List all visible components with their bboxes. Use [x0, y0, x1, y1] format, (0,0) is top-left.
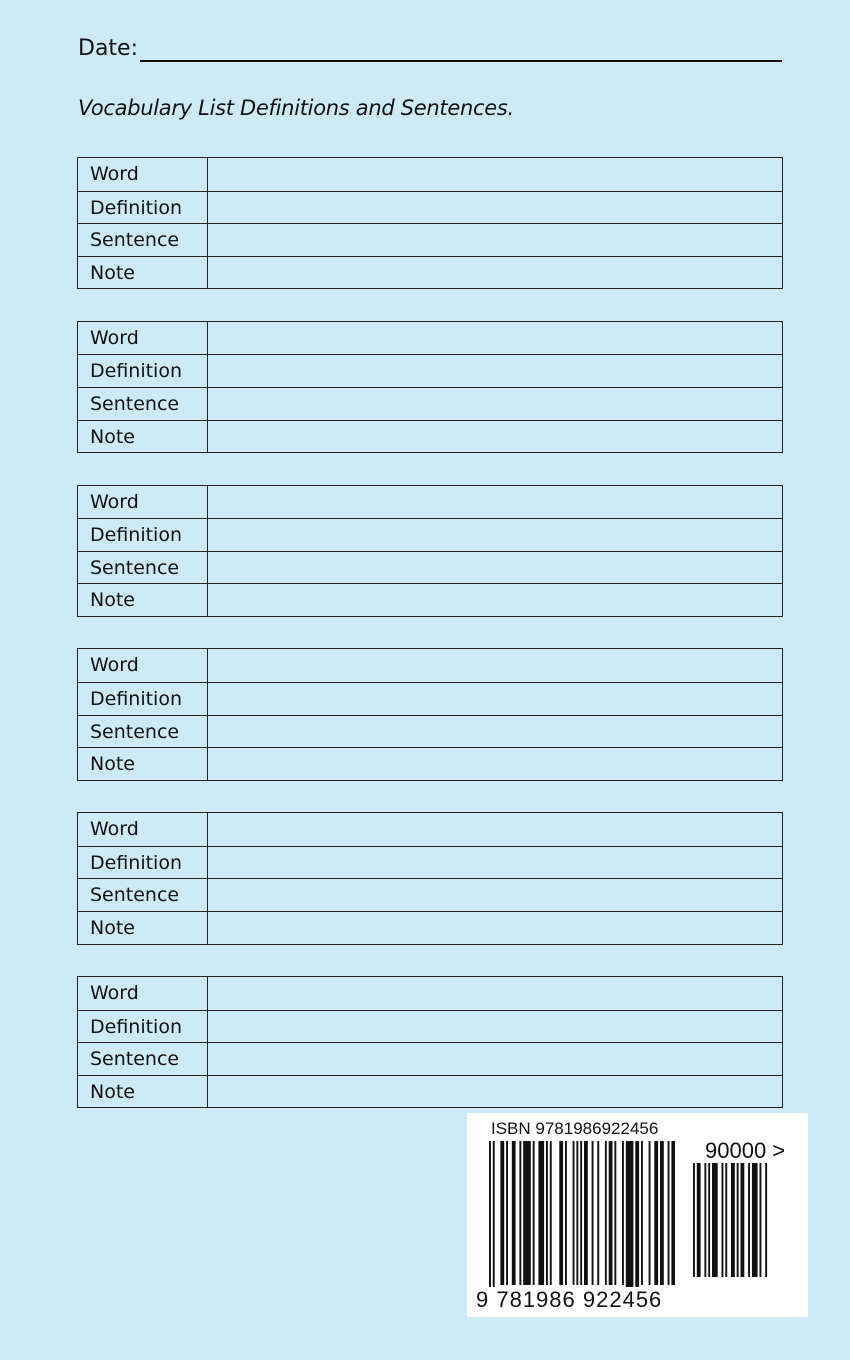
vocab-entry-field[interactable]	[208, 519, 782, 551]
vocab-entry-field[interactable]	[208, 847, 782, 879]
vocab-entry-field[interactable]	[208, 388, 782, 420]
vocab-row-label: Word	[78, 813, 208, 846]
barcode-bar	[576, 1141, 578, 1285]
barcode-bar	[506, 1141, 508, 1285]
barcode-bar	[550, 1141, 552, 1285]
vocab-card	[77, 812, 783, 944]
vocab-card	[77, 485, 783, 617]
barcode-bar	[671, 1141, 675, 1285]
vocab-entry-field[interactable]	[208, 322, 782, 355]
vocab-entry-field[interactable]	[208, 584, 782, 616]
vocab-row-word	[78, 486, 782, 519]
vocab-row-sentence	[78, 878, 782, 911]
barcode-bar	[660, 1141, 664, 1285]
barcode-bar	[712, 1163, 718, 1277]
vocab-row-definition	[78, 354, 782, 387]
vocab-row-word	[78, 649, 782, 682]
vocab-entry-field[interactable]	[208, 977, 782, 1010]
isbn-text: ISBN 9781986922456	[491, 1119, 659, 1138]
barcode-bar	[523, 1141, 531, 1285]
vocab-row-note	[78, 583, 782, 616]
vocab-row-label: Definition	[78, 192, 208, 224]
barcode-bar	[760, 1163, 762, 1277]
vocab-row-label: Definition	[78, 355, 208, 387]
barcode-bar	[573, 1141, 575, 1285]
vocab-entry-field[interactable]	[208, 912, 782, 944]
vocab-entry-field[interactable]	[208, 716, 782, 748]
vocab-row-label: Sentence	[78, 388, 208, 420]
barcode-bar	[609, 1141, 613, 1285]
barcode-bar	[752, 1163, 758, 1277]
barcode-bar	[592, 1141, 594, 1285]
barcode-bar	[493, 1141, 495, 1299]
vocab-entry-field[interactable]	[208, 748, 782, 780]
vocab-row-label: Word	[78, 158, 208, 191]
vocab-row-label: Definition	[78, 683, 208, 715]
vocab-card	[77, 648, 783, 780]
barcode-bar	[654, 1141, 658, 1285]
vocab-row-label: Word	[78, 322, 208, 355]
barcode-bar	[533, 1141, 535, 1285]
vocab-row-label: Definition	[78, 1011, 208, 1043]
barcode-bar	[641, 1141, 643, 1285]
vocab-row-note	[78, 420, 782, 453]
barcode-bar	[737, 1163, 739, 1277]
barcode-bar	[626, 1141, 634, 1299]
vocab-row-definition	[78, 682, 782, 715]
vocab-row-label: Sentence	[78, 224, 208, 256]
vocab-row-word	[78, 158, 782, 191]
vocab-row-word	[78, 813, 782, 846]
vocab-entry-field[interactable]	[208, 879, 782, 911]
barcode-bar	[693, 1163, 695, 1277]
vocab-row-label: Sentence	[78, 716, 208, 748]
vocab-row-note	[78, 911, 782, 944]
vocab-row-sentence	[78, 223, 782, 256]
price-code-text: 90000 >	[705, 1138, 786, 1163]
vocab-row-label: Note	[78, 421, 208, 453]
vocab-entry-field[interactable]	[208, 552, 782, 584]
vocab-entry-field[interactable]	[208, 421, 782, 453]
vocab-row-sentence	[78, 387, 782, 420]
vocab-row-note	[78, 1075, 782, 1108]
vocab-row-label: Word	[78, 649, 208, 682]
barcode-bar	[597, 1141, 599, 1285]
barcode-bar	[622, 1141, 624, 1285]
vocab-row-label: Note	[78, 1076, 208, 1108]
vocab-row-sentence	[78, 551, 782, 584]
barcode-bar	[668, 1141, 670, 1285]
date-row	[78, 32, 782, 62]
vocab-row-label: Definition	[78, 847, 208, 879]
vocab-row-label: Sentence	[78, 552, 208, 584]
vocab-row-word	[78, 977, 782, 1010]
barcode-bar	[546, 1141, 548, 1285]
barcode-bar	[605, 1141, 607, 1285]
barcode-bar	[765, 1163, 767, 1277]
vocab-row-definition	[78, 518, 782, 551]
vocab-entry-field[interactable]	[208, 683, 782, 715]
isbn-barcode	[467, 1113, 808, 1317]
barcode-bar	[580, 1141, 582, 1285]
barcode-bar	[722, 1163, 724, 1277]
barcode-bar	[725, 1163, 727, 1277]
vocab-row-label: Note	[78, 748, 208, 780]
vocab-row-label: Sentence	[78, 879, 208, 911]
barcode-digits: 9 781986 922456	[476, 1287, 663, 1312]
barcode-bar	[584, 1141, 588, 1285]
page-subtitle: Vocabulary List Definitions and Sentences.	[78, 96, 514, 120]
barcode-bar	[704, 1163, 706, 1277]
barcode-bar	[614, 1141, 616, 1285]
barcode-bar	[538, 1141, 544, 1285]
vocab-entry-field[interactable]	[208, 649, 782, 682]
vocab-row-definition	[78, 1010, 782, 1043]
vocab-row-word	[78, 322, 782, 355]
barcode-bar	[512, 1141, 516, 1285]
date-line[interactable]	[140, 38, 782, 62]
barcode-bar	[489, 1141, 491, 1299]
vocab-row-sentence	[78, 1042, 782, 1075]
main-barcode-bars	[489, 1141, 675, 1299]
vocab-entry-field[interactable]	[208, 257, 782, 289]
barcode-bar	[635, 1141, 639, 1299]
vocab-row-definition	[78, 191, 782, 224]
barcode-bar	[731, 1163, 735, 1277]
vocab-row-label: Note	[78, 584, 208, 616]
vocab-entry-field[interactable]	[208, 355, 782, 387]
barcode-bar	[741, 1163, 745, 1277]
vocab-card	[77, 157, 783, 289]
vocab-row-label: Word	[78, 486, 208, 519]
barcode-bar	[559, 1141, 563, 1285]
barcode-bar	[697, 1163, 701, 1277]
vocab-row-note	[78, 747, 782, 780]
vocab-row-label: Sentence	[78, 1043, 208, 1075]
vocab-row-sentence	[78, 715, 782, 748]
vocab-entry-field[interactable]	[208, 224, 782, 256]
vocab-entry-field[interactable]	[208, 158, 782, 191]
barcode-bar	[649, 1141, 651, 1285]
vocab-row-note	[78, 256, 782, 289]
vocab-entry-field[interactable]	[208, 486, 782, 519]
addon-barcode-bars	[693, 1163, 785, 1291]
vocab-entry-field[interactable]	[208, 192, 782, 224]
vocab-entry-field[interactable]	[208, 813, 782, 846]
vocab-row-definition	[78, 846, 782, 879]
vocab-card	[77, 321, 783, 453]
vocab-row-label: Note	[78, 912, 208, 944]
vocab-row-label: Note	[78, 257, 208, 289]
vocab-card	[77, 976, 783, 1108]
barcode-bar	[565, 1141, 567, 1285]
vocab-entry-field[interactable]	[208, 1043, 782, 1075]
barcode-bar	[519, 1141, 521, 1285]
barcode-bar	[708, 1163, 710, 1277]
barcode-bar	[500, 1141, 504, 1285]
vocab-row-label: Word	[78, 977, 208, 1010]
barcode-bar	[748, 1163, 750, 1277]
vocab-entry-field[interactable]	[208, 1076, 782, 1108]
vocab-row-label: Definition	[78, 519, 208, 551]
vocab-entry-field[interactable]	[208, 1011, 782, 1043]
date-label: Date:	[78, 36, 138, 61]
